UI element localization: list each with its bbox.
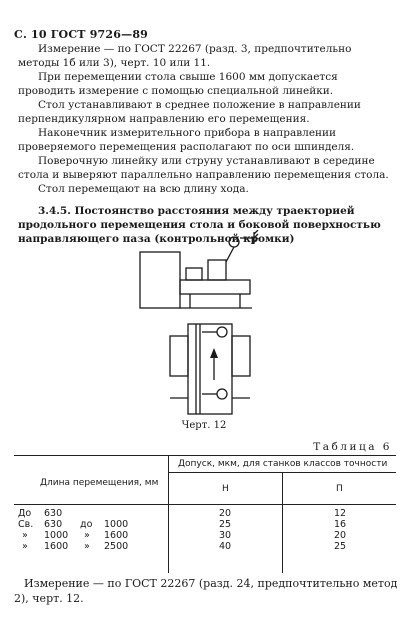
row-2-p: 16 <box>333 519 347 530</box>
table-header-length: Длина перемещения, мм <box>40 478 159 488</box>
row-1-p: 12 <box>333 508 347 519</box>
dial-indicator-top <box>229 237 239 247</box>
section-title: 3.4.5. Постоянство расстояния между траекторией продольного перемещения стола и боковой поверхностью направляющего паза (контрольной кромки) <box>18 205 381 245</box>
row-1-prefix: До <box>18 508 32 519</box>
row-3-from: 1000 <box>44 530 69 541</box>
paragraph-long-travel: При перемещении стола свыше 1600 мм допускается проводить измерение с помощью специальной линейки. <box>18 71 338 97</box>
footer-line-2: 2), черт. 12. <box>14 592 84 605</box>
page-header: С. 10 ГОСТ 9726—89 <box>14 28 149 41</box>
right-guide <box>232 336 250 376</box>
footer-line-1: Измерение — по ГОСТ 22267 (разд. 24, предпочтительно метод <box>24 577 398 590</box>
row-4-sep: » <box>84 541 90 552</box>
paragraph-probe-position: Наконечник измерительного прибора в направлении проверяемого перемещения располагают по оси шпинделя. <box>18 127 355 153</box>
figure-caption: Черт. 12 <box>181 420 227 431</box>
row-4-from: 1600 <box>44 541 69 552</box>
machine-table <box>180 280 250 294</box>
row-3-p: 20 <box>333 530 347 541</box>
figure-12-drawing <box>130 230 280 420</box>
row-2-from: 630 <box>44 519 63 530</box>
table-col-divider-2 <box>282 472 283 573</box>
spindle-holder <box>186 268 202 280</box>
row-3-prefix: » <box>22 530 28 541</box>
row-3-h: 30 <box>218 530 232 541</box>
paragraph-measurement: Измерение — по ГОСТ 22267 (разд. 3, предпочтительно методы 1б или 3), черт. 10 или 11. <box>18 43 352 69</box>
row-2-h: 25 <box>218 519 232 530</box>
dial-indicator-upper <box>217 327 227 337</box>
row-4-h: 40 <box>218 541 232 552</box>
row-3-sep: » <box>84 530 90 541</box>
indicator-holder <box>208 260 226 280</box>
table-header-class-p: П <box>336 484 343 494</box>
row-2-prefix: Св. <box>18 519 34 530</box>
table-header-bottom-rule <box>14 504 396 505</box>
row-2-to: 1000 <box>104 519 129 530</box>
row-1-from: 630 <box>44 508 63 519</box>
table-col-divider-1 <box>168 455 169 573</box>
row-4-p: 25 <box>333 541 347 552</box>
dial-indicator-lower <box>217 389 227 399</box>
row-2-sep: до <box>80 519 93 530</box>
machine-column <box>140 252 180 308</box>
table-top-rule <box>14 455 396 456</box>
table-header-class-h: Н <box>222 484 229 494</box>
paragraph-straightedge: Поверочную линейку или струну устанавливают в середине стола и выверяют параллельно направлению перемещения стола. <box>18 155 389 181</box>
table-title: Таблица 6 <box>313 441 392 453</box>
row-4-to: 2500 <box>104 541 129 552</box>
travel-direction-arrow <box>210 348 218 358</box>
table-header-tolerance: Допуск, мкм, для станков классов точности <box>178 459 388 469</box>
left-guide <box>170 336 188 376</box>
paragraph-full-stroke: Стол перемещают на всю длину хода. <box>38 183 249 195</box>
table-plan-view <box>188 324 232 414</box>
row-3-to: 1600 <box>104 530 129 541</box>
row-4-prefix: » <box>22 541 28 552</box>
row-1-h: 20 <box>218 508 232 519</box>
paragraph-table-position: Стол устанавливают в среднее положение в направлении перпендикулярном направлению его перемещения. <box>18 99 361 125</box>
